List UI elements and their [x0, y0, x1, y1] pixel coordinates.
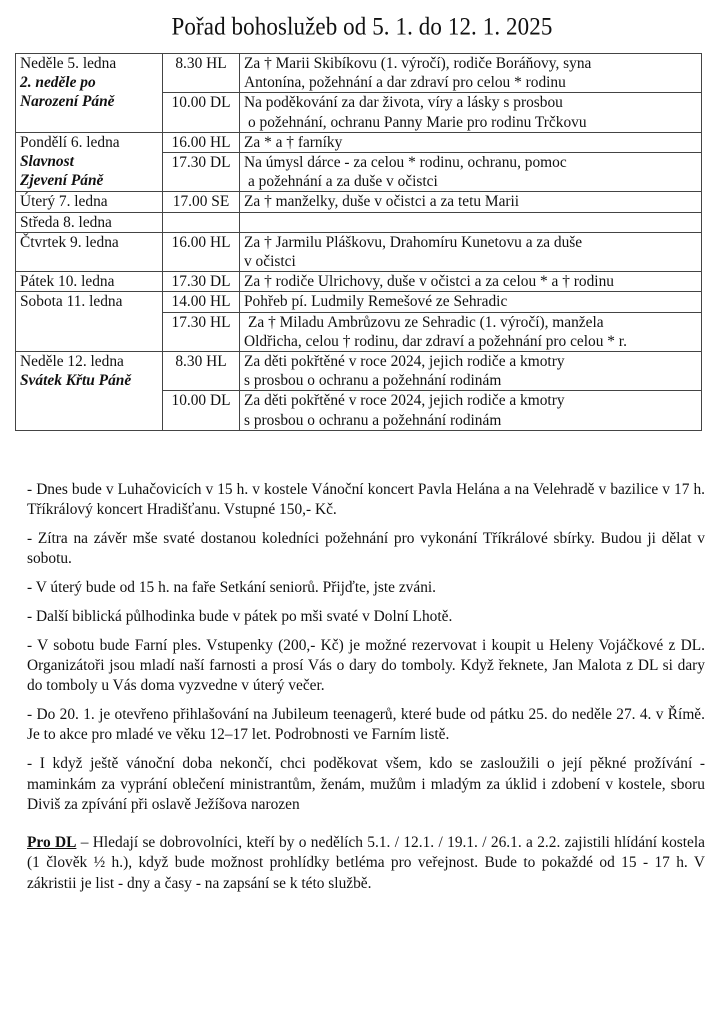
intention-cell	[240, 132, 702, 152]
time-cell: 8.30 HL	[163, 352, 240, 391]
intention-cell	[240, 54, 702, 93]
day-cell	[16, 232, 163, 271]
mass-schedule-table	[15, 53, 702, 431]
time-cell: 17.30 DL	[163, 272, 240, 292]
intention-line: Za † rodiče Ulrichovy, duše v očistci a za celou * a † rodinu	[244, 273, 614, 291]
intention-cell	[240, 93, 702, 132]
announcement: - V sobotu bude Farní ples. Vstupenky (200,- Kč) je možné rezervovat i koupit u Heleny Vojáčkové z DL. Organizátoři jsou mladí naší farnosti a prosí Vás o dary do tomboly. Když řeknete, Jan Malota z DL si dary do tomboly u Vás doma vyzvedne v úterý večer.	[27, 636, 705, 695]
time-cell: 8.30 HL	[163, 54, 240, 93]
announcement: - V úterý bude od 15 h. na faře Setkání seniorů. Přijďte, jste zváni.	[27, 579, 437, 597]
time-cell	[163, 212, 240, 232]
table-row	[16, 212, 702, 232]
time-cell: 10.00 DL	[163, 391, 240, 430]
intention-line: s prosbou o ochranu a požehnání rodinám	[244, 372, 502, 390]
table-row	[16, 232, 702, 271]
intention-cell	[240, 232, 702, 271]
feast-label: Zjevení Páně	[20, 172, 104, 190]
intention-cell	[240, 212, 702, 232]
page-title: Pořad bohoslužeb od 5. 1. do 12. 1. 2025	[171, 12, 553, 40]
intention-line: Antonína, požehnání a dar zdraví pro celou * rodinu	[244, 74, 566, 92]
day-label: Neděle 5. ledna	[20, 55, 117, 72]
intention-line: a požehnání a za duše v očistci	[248, 173, 438, 191]
intention-line: s prosbou o ochranu a požehnání rodinám	[244, 411, 502, 429]
day-label: Středa 8. ledna	[20, 213, 112, 231]
feast-label: 2. neděle po	[20, 74, 96, 92]
table-row	[16, 352, 702, 391]
day-cell	[16, 292, 163, 352]
intention-line: Za † Marii Skibíkovu (1. výročí), rodiče Boráňovy, syna	[244, 55, 592, 72]
time-cell: 16.00 HL	[163, 232, 240, 271]
intention-line: Za † Jarmilu Pláškovu, Drahomíru Kunetovu a za duše	[244, 233, 583, 251]
table-row	[16, 192, 702, 212]
intention-line: Na úmysl dárce - za celou * rodinu, ochranu, pomoc	[244, 154, 567, 172]
intention-cell	[240, 292, 702, 312]
announcement: - Do 20. 1. je otevřeno přihlašování na Jubileum teenagerů, které bude od pátku 25. do neděle 27. 4. v Římě. Je to akce pro mladé ve věku 12–17 let. Podrobnosti ve Farním listě.	[27, 706, 705, 744]
table-row	[16, 132, 702, 152]
announcement: - Zítra na závěr mše svaté dostanou koledníci požehnání pro vykonání Tříkrálové sbírky. Budou ji dělat v sobotu.	[27, 530, 705, 568]
day-cell	[16, 54, 163, 133]
table-row	[16, 272, 702, 292]
time-cell: 17.30 DL	[163, 153, 240, 192]
day-label: Pátek 10. ledna	[20, 273, 115, 291]
table-row	[16, 292, 702, 312]
intention-line: Za děti pokřtěné v roce 2024, jejich rodiče a kmotry	[244, 392, 565, 410]
day-label: Úterý 7. ledna	[20, 193, 108, 211]
day-cell	[16, 272, 163, 292]
intention-line: Oldřicha, celou † rodinu, dar zdraví a požehnání pro celou * r.	[244, 332, 627, 350]
intention-cell	[240, 272, 702, 292]
intention-line: Na poděkování za dar života, víry a lásky s prosbou	[244, 94, 563, 112]
time-cell: 17.30 HL	[163, 312, 240, 351]
intention-line: Za děti pokřtěné v roce 2024, jejich rodiče a kmotry	[244, 353, 565, 371]
intention-line: v očistci	[244, 253, 296, 271]
intention-line: Za * a † farníky	[244, 133, 343, 151]
announcement: - I když ještě vánoční doba nekončí, chci poděkovat všem, kdo se zasloužili o její pěkné prožívání - maminkám za vyprání oblečení ministrantům, ženám, mužům i mladým za úklid i zdobení v kostele, sboru Diviš za zpívání při oslavě Ježíšova narozen	[27, 755, 705, 813]
feast-label: Svátek Křtu Páně	[20, 372, 132, 390]
time-cell: 16.00 HL	[163, 132, 240, 152]
intention-cell	[240, 312, 702, 351]
day-label: Čtvrtek 9. ledna	[20, 233, 119, 251]
feast-label: Slavnost	[20, 153, 74, 171]
table-row	[16, 54, 702, 93]
feast-label: Narození Páně	[20, 93, 115, 111]
intention-line: Za † Miladu Ambrůzovu ze Sehradic (1. výročí), manžela	[248, 313, 604, 331]
day-label: Sobota 11. ledna	[20, 293, 123, 311]
day-label: Neděle 12. ledna	[20, 353, 124, 371]
intention-cell	[240, 192, 702, 212]
intention-cell	[240, 352, 702, 391]
time-cell: 14.00 HL	[163, 292, 240, 312]
intention-line: Pohřeb pí. Ludmily Remešové ze Sehradic	[244, 293, 508, 311]
day-cell	[16, 192, 163, 212]
announcement: - Další biblická půlhodinka bude v pátek po mši svaté v Dolní Lhotě.	[27, 607, 453, 625]
day-cell	[16, 132, 163, 192]
pro-dl-text: – Hledají se dobrovolníci, kteří by o nedělích 5.1. / 12.1. / 19.1. / 26.1. a 2.2. zajistili hlídání kostela (1 člověk ½ h.), když bude možnost prohlídky betléma pro veřejnost. Bude to pokaždé od 15 - 17 h. V zákristii je list - dny a časy - na zapsání se k této službě.	[27, 834, 705, 892]
time-cell: 17.00 SE	[163, 192, 240, 212]
pro-dl-notice	[27, 833, 705, 894]
day-cell	[16, 352, 163, 431]
day-label: Pondělí 6. ledna	[20, 133, 120, 151]
intention-cell	[240, 153, 702, 192]
announcements	[27, 480, 705, 903]
intention-cell	[240, 391, 702, 430]
day-cell	[16, 212, 163, 232]
intention-line: o požehnání, ochranu Panny Marie pro rodinu Trčkovu	[248, 113, 587, 131]
pro-dl-label: Pro DL	[27, 834, 77, 852]
announcement: - Dnes bude v Luhačovicích v 15 h. v kostele Vánoční koncert Pavla Helána a na Velehradě v bazilice v 17 h. Tříkrálový koncert Hradišťanu. Vstupné 150,- Kč.	[27, 481, 705, 519]
time-cell: 10.00 DL	[163, 93, 240, 132]
intention-line: Za † manželky, duše v očistci a za tetu Marii	[244, 193, 520, 211]
